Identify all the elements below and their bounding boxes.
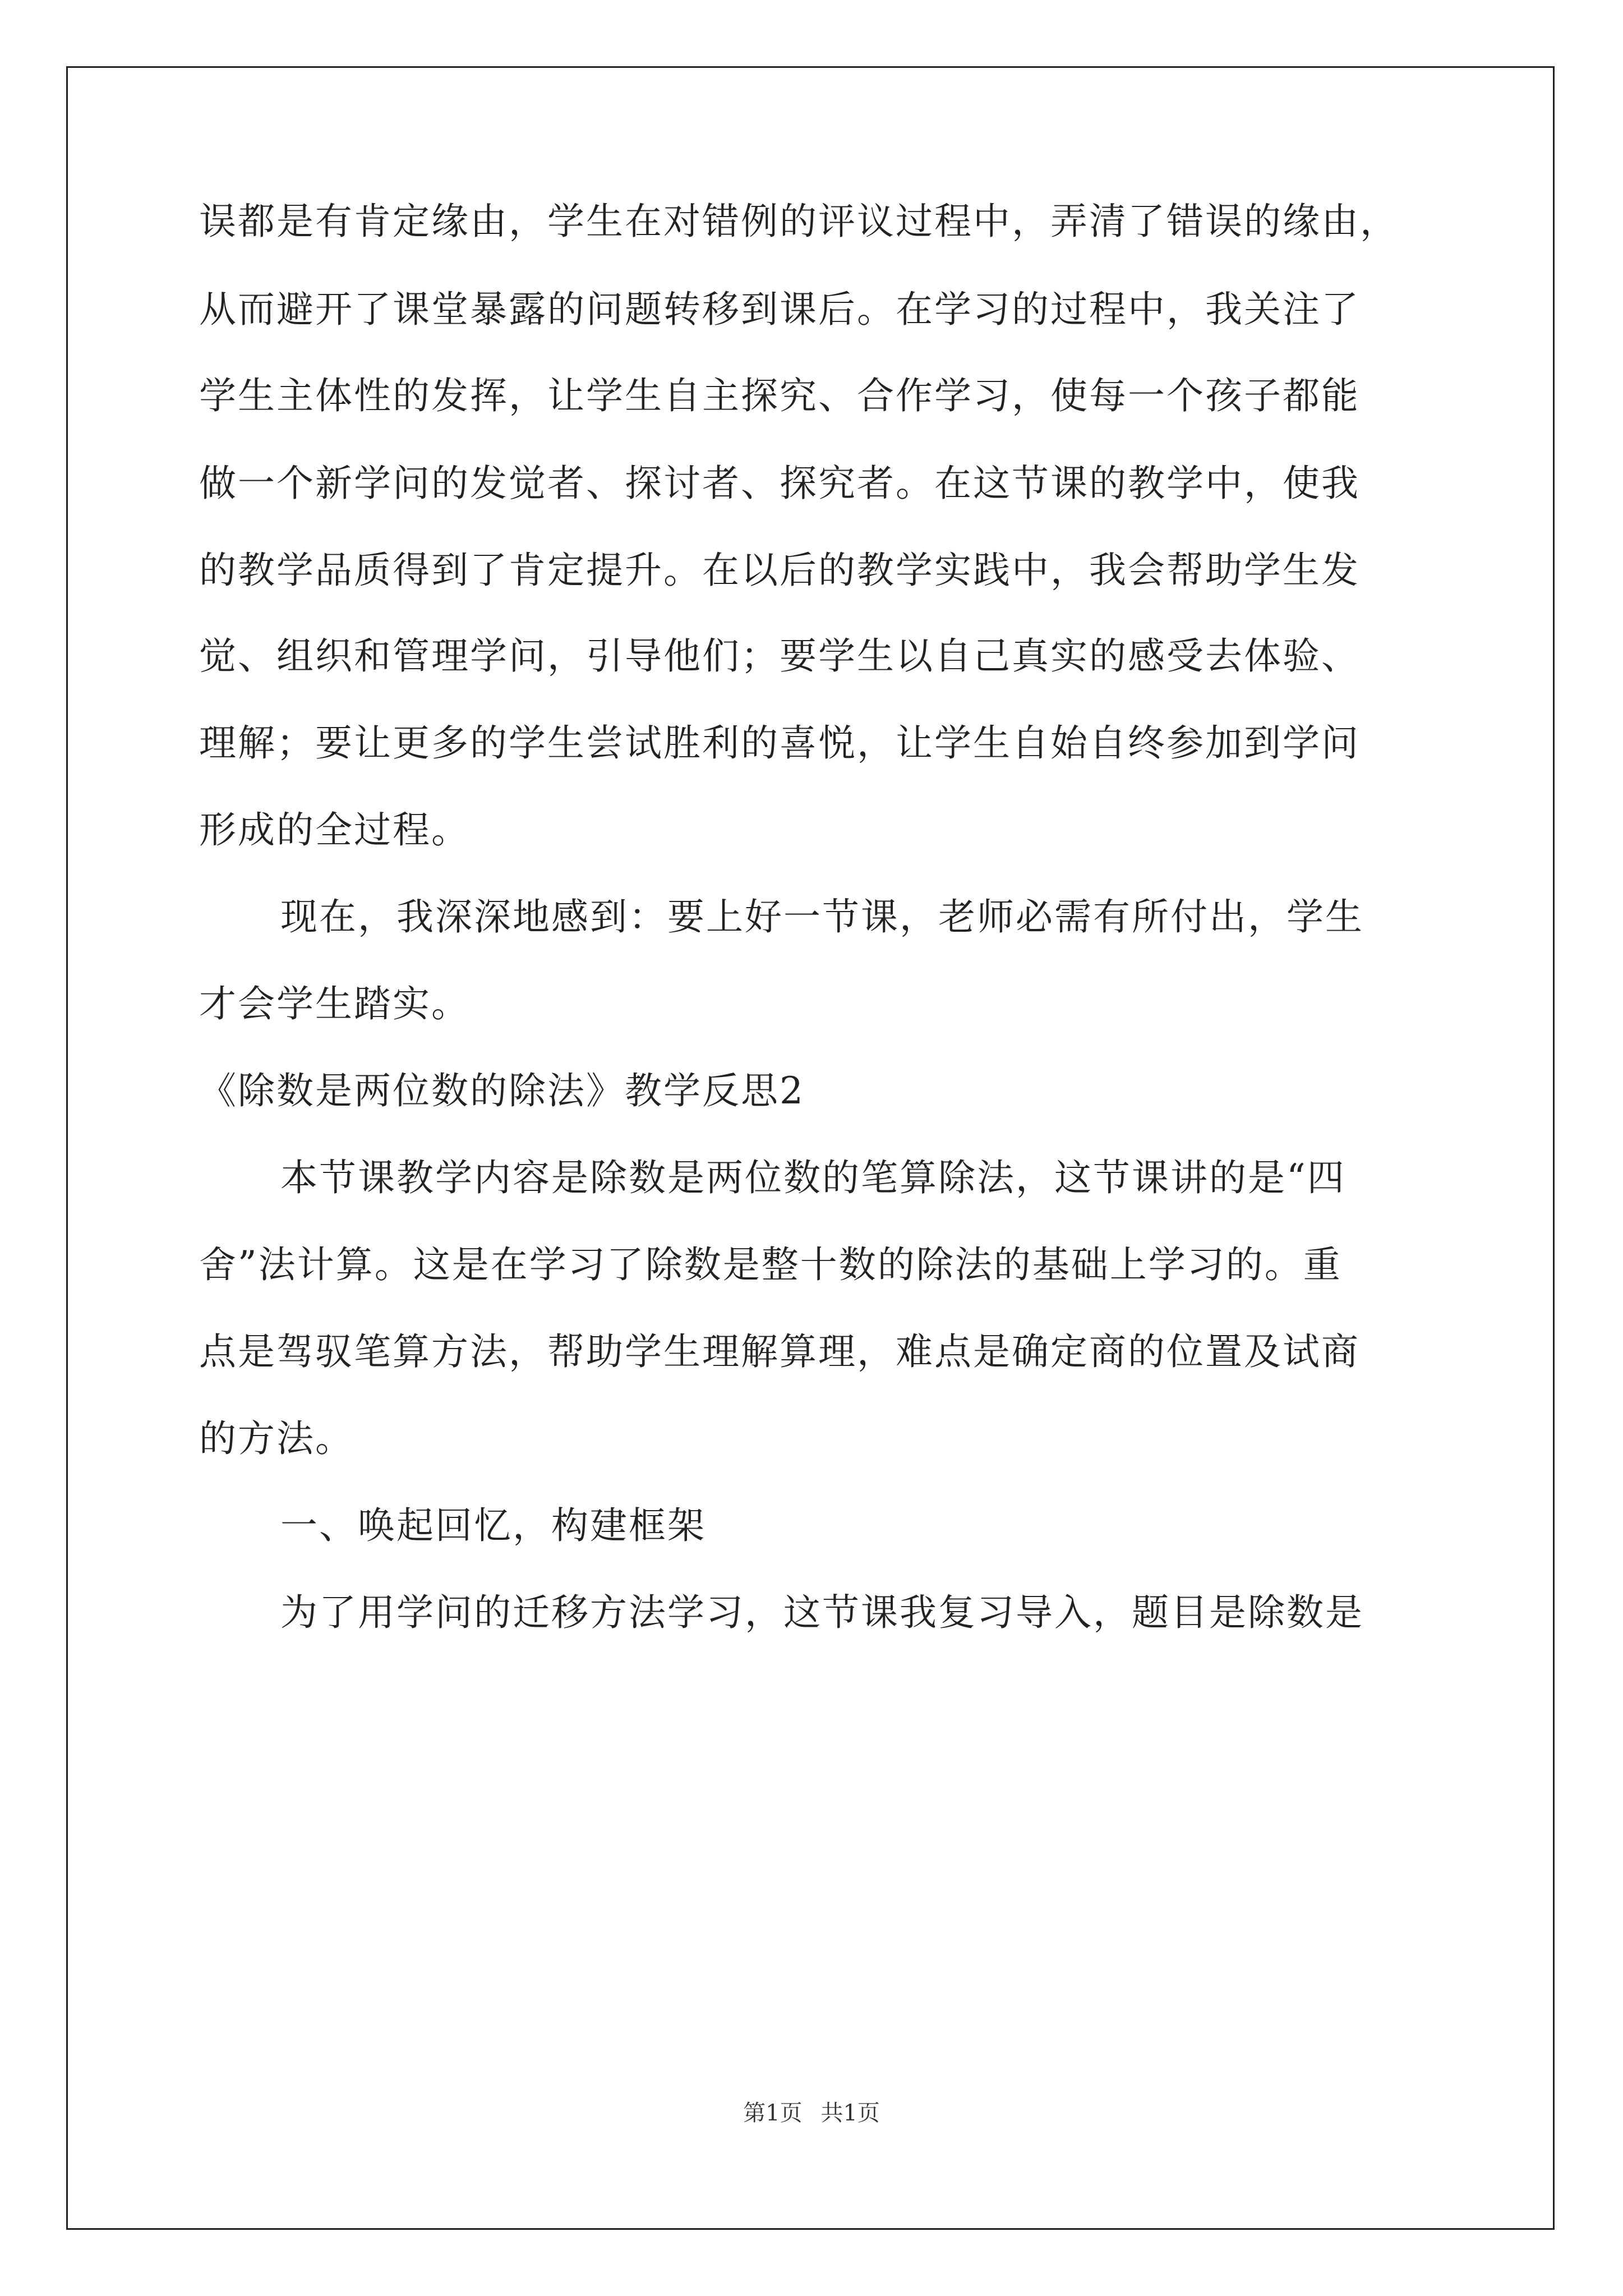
subsection-heading: 一、唤起回忆，构建框架 xyxy=(280,1504,706,1547)
paragraph-line: 舍”法计算。这是在学习了除数是整十数的除法的基础上学习的。重 xyxy=(199,1243,1342,1286)
paragraph-line: 从而避开了课堂暴露的问题转移到课后。在学习的过程中，我关注了 xyxy=(199,288,1360,331)
paragraph-line: 做一个新学问的发觉者、探讨者、探究者。在这节课的教学中，使我 xyxy=(199,462,1360,505)
page-number: 第1页 xyxy=(743,2100,803,2126)
section-heading: 《除数是两位数的除法》教学反思2 xyxy=(199,1069,805,1112)
paragraph-line: 的方法。 xyxy=(199,1417,354,1460)
paragraph-line: 现在，我深深地感到：要上好一节课，老师必需有所付出，学生 xyxy=(280,895,1364,938)
page-footer xyxy=(0,2099,1623,2127)
paragraph-line: 理解；要让更多的学生尝试胜利的喜悦，让学生自始自终参加到学问 xyxy=(199,721,1360,765)
paragraph-line: 的教学品质得到了肯定提升。在以后的教学实践中，我会帮助学生发 xyxy=(199,549,1360,592)
paragraph-line: 点是驾驭笔算方法，帮助学生理解算理，难点是确定商的位置及试商 xyxy=(199,1330,1360,1373)
paragraph-line: 学生主体性的发挥，让学生自主探究、合作学习，使每一个孩子都能 xyxy=(199,374,1360,417)
paragraph-line: 才会学生踏实。 xyxy=(199,982,470,1025)
paragraph-line: 本节课教学内容是除数是两位数的笔算除法，这节课讲的是“四 xyxy=(280,1156,1346,1199)
paragraph-line: 觉、组织和管理学问，引导他们；要学生以自己真实的感受去体验、 xyxy=(199,634,1360,678)
page-total: 共1页 xyxy=(820,2100,880,2126)
paragraph-line: 为了用学问的迁移方法学习，这节课我复习导入，题目是除数是 xyxy=(280,1591,1364,1634)
paragraph-line: 误都是有肯定缘由，学生在对错例的评议过程中，弄清了错误的缘由， xyxy=(199,200,1399,243)
paragraph-line: 形成的全过程。 xyxy=(199,808,470,852)
